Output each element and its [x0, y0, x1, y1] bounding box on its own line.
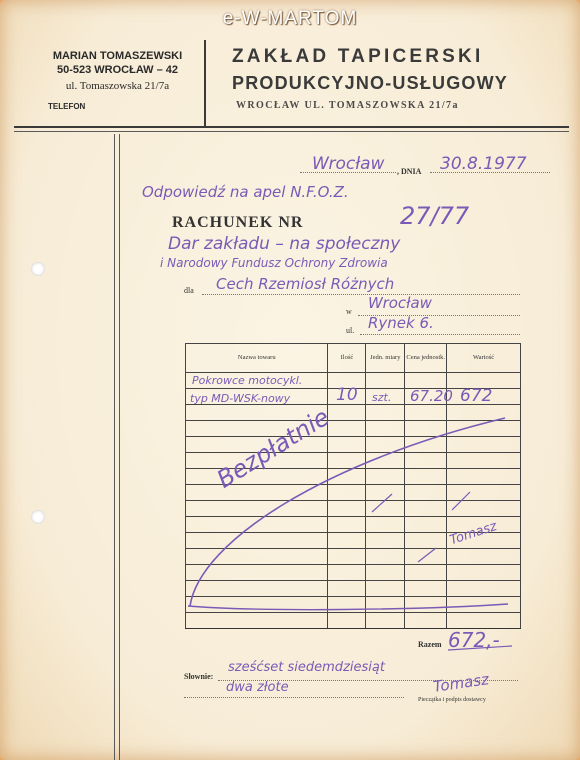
- col-header-value: Wartość: [447, 344, 521, 373]
- invoice-number: 27/77: [400, 202, 470, 230]
- purpose-line2: i Narodowy Fundusz Ochrony Zdrowia: [160, 256, 388, 270]
- item-unit: szt.: [372, 391, 392, 404]
- dash-stroke-3: [452, 492, 470, 510]
- words-line1: sześćset siedemdziesiąt: [228, 660, 385, 675]
- item-name-line2: typ MD-WSK-nowy: [190, 392, 291, 405]
- item-qty: 10: [336, 385, 358, 405]
- purpose-line1: Dar zakładu – na społeczny: [168, 234, 401, 254]
- company-address: WROCŁAW UL. TOMASZOWSKA 21/7a: [236, 100, 459, 111]
- words-label: Słownie:: [184, 672, 214, 681]
- for-label: dla: [184, 286, 194, 295]
- item-value: 672: [460, 386, 493, 406]
- col-header-name: Nazwa towaru: [186, 344, 328, 373]
- supplier-signature: Tomasz: [432, 670, 490, 696]
- city-handwritten: Wrocław: [368, 294, 432, 312]
- owner-name: MARIAN TOMASZEWSKI: [52, 50, 183, 62]
- item-name-line1: Pokrowce motocykl.: [192, 374, 303, 387]
- owner-street: ul. Tomaszowska 21/7a: [65, 80, 170, 92]
- table-signature: Tomasz: [448, 519, 499, 549]
- date-label: , DNIA: [397, 167, 422, 176]
- signature-label: Pieczątka i podpis dostawcy: [418, 697, 486, 703]
- place-handwritten: Wrocław: [312, 154, 385, 174]
- item-price: 67.20: [410, 387, 453, 405]
- col-header-price: Cena jednostk.: [405, 344, 447, 373]
- company-name-line1: ZAKŁAD TAPICERSKI: [232, 46, 484, 67]
- cancel-stroke: [190, 418, 505, 606]
- underline-stroke: [188, 604, 508, 610]
- invoice-title: RACHUNEK NR: [172, 214, 304, 231]
- in-label: w: [346, 307, 352, 316]
- words-line2: dwa złote: [226, 680, 289, 695]
- note-handwritten: Odpowiedź na apel N.F.O.Z.: [142, 183, 349, 201]
- recipient-handwritten: Cech Rzemiosł Różnych: [216, 275, 395, 293]
- owner-postal: 50-523 WROCŁAW – 42: [56, 64, 179, 76]
- street-label: ul.: [346, 326, 355, 335]
- street-handwritten: Rynek 6.: [368, 314, 434, 332]
- total-label: Razem: [418, 640, 442, 649]
- total-handwritten: 672,-: [448, 628, 500, 652]
- col-header-unit: Jedn. miary: [366, 344, 405, 373]
- watermark: e-W-MARTOM: [222, 8, 358, 29]
- phone-label: TELEFON: [48, 102, 86, 111]
- dash-stroke-1: [372, 494, 392, 512]
- free-of-charge-stamp: Bezpłatnie: [212, 402, 335, 494]
- dash-stroke-2: [418, 548, 436, 562]
- company-name-line2: PRODUKCYJNO-USŁUGOWY: [232, 73, 509, 93]
- date-handwritten: 30.8.1977: [440, 154, 527, 174]
- col-header-qty: Ilość: [328, 344, 366, 373]
